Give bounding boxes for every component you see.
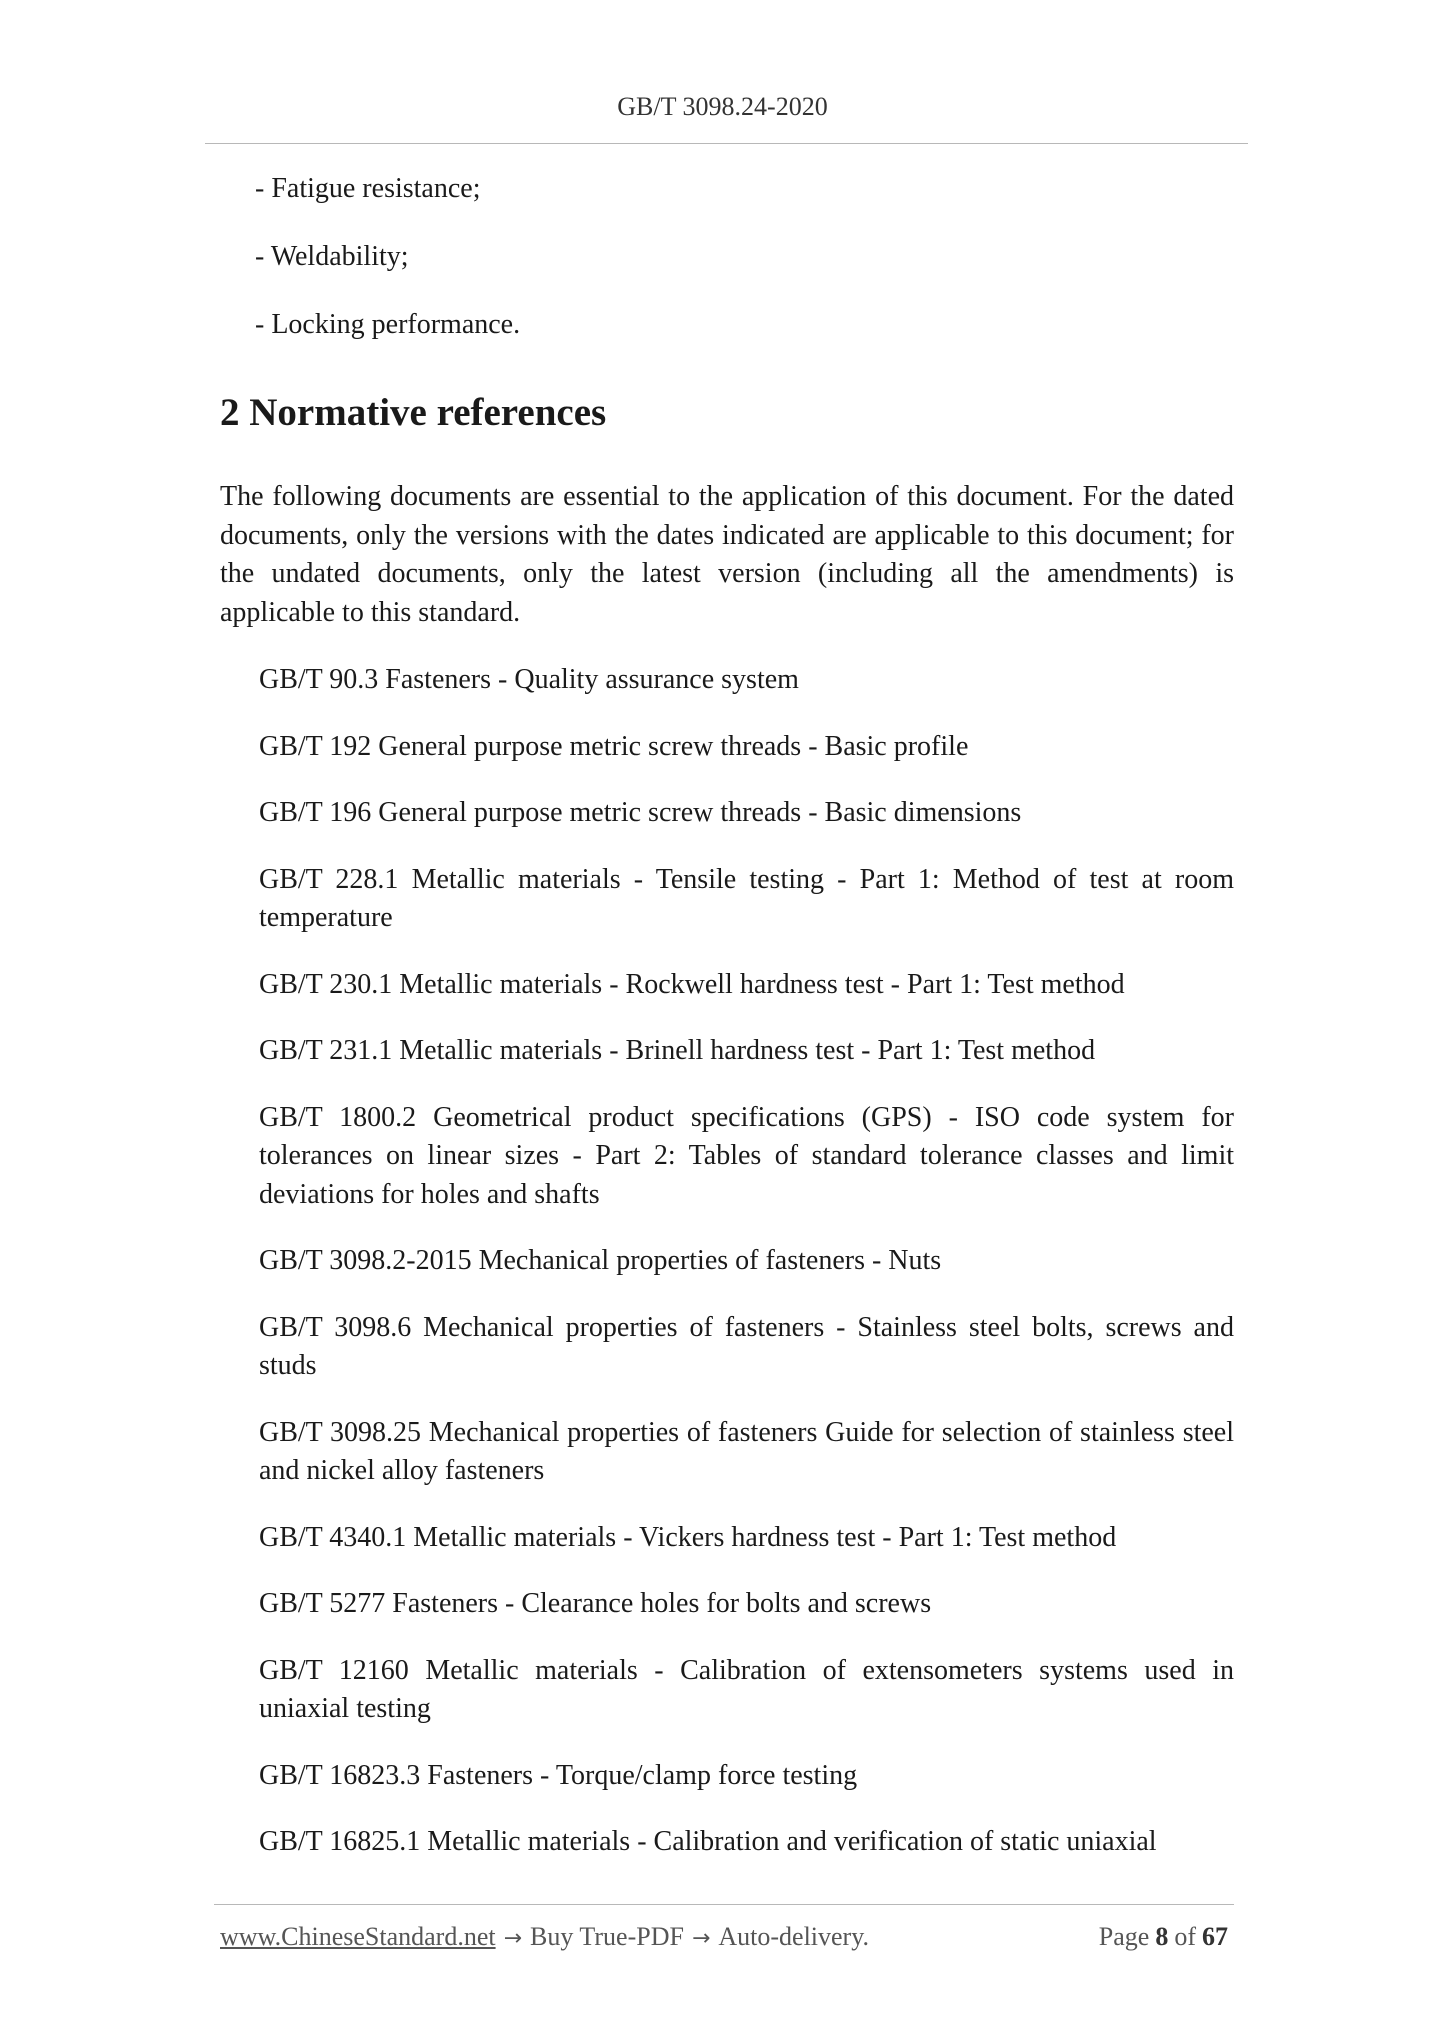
arrow-right-icon: → <box>691 1926 711 1951</box>
section-intro-paragraph: The following documents are essential to the application of this document. For the dated documents, only the versions with the dates indicated are applicable to this document; for the undated documents, only the latest version (including all the amendments) is applicable to this standard. <box>220 481 1234 628</box>
site-link[interactable]: www.ChineseStandard.net <box>220 1922 496 1951</box>
reference-item: GB/T 231.1 Metallic materials - Brinell hardness test - Part 1: Test method <box>259 1035 1096 1066</box>
reference-item: GB/T 16825.1 Metallic materials - Calibration and verification of static uniaxial <box>259 1826 1157 1857</box>
of-label: of <box>1174 1922 1196 1951</box>
list-item: - Fatigue resistance; <box>255 173 481 204</box>
auto-delivery-text: Auto-delivery. <box>718 1922 870 1951</box>
reference-item: GB/T 1800.2 Geometrical product specifications (GPS) - ISO code system for tolerances on linear sizes - Part 2: Tables of standard tolerance classes and limit deviations for holes and shafts <box>259 1101 1234 1210</box>
reference-item: GB/T 3098.2-2015 Mechanical properties of fasteners - Nuts <box>259 1245 942 1276</box>
reference-item: GB/T 230.1 Metallic materials - Rockwell hardness test - Part 1: Test method <box>259 968 1125 1000</box>
page-current: 8 <box>1155 1922 1169 1951</box>
reference-item: GB/T 90.3 Fasteners - Quality assurance system <box>259 664 799 695</box>
section-heading: 2 Normative references <box>220 391 607 434</box>
list-item: - Weldability; <box>255 241 409 272</box>
list-item: - Locking performance. <box>255 309 521 340</box>
page-label: Page <box>1098 1922 1150 1951</box>
reference-item: GB/T 192 General purpose metric screw threads - Basic profile <box>259 730 969 762</box>
reference-item: GB/T 4340.1 Metallic materials - Vickers hardness test - Part 1: Test method <box>259 1521 1117 1553</box>
reference-item: GB/T 3098.6 Mechanical properties of fasteners - Stainless steel bolts, screws and studs <box>259 1311 1234 1381</box>
running-header: GB/T 3098.24-2020 <box>617 92 828 121</box>
reference-item: GB/T 5277 Fasteners - Clearance holes for bolts and screws <box>259 1588 932 1619</box>
footer-divider <box>214 1904 1234 1905</box>
reference-item: GB/T 228.1 Metallic materials - Tensile testing - Part 1: Method of test at room temperature <box>259 863 1234 933</box>
page-body <box>220 172 1234 1890</box>
page-indicator <box>1099 1920 1234 1954</box>
buy-pdf-text: Buy True-PDF <box>530 1922 684 1951</box>
page-total: 67 <box>1202 1922 1228 1951</box>
header-divider <box>205 143 1248 144</box>
reference-item: GB/T 12160 Metallic materials - Calibration of extensometers systems used in uniaxial testing <box>259 1654 1234 1724</box>
reference-item: GB/T 3098.25 Mechanical properties of fasteners Guide for selection of stainless steel and nickel alloy fasteners <box>259 1416 1234 1486</box>
reference-item: GB/T 16823.3 Fasteners - Torque/clamp force testing <box>259 1759 858 1791</box>
reference-item: GB/T 196 General purpose metric screw threads - Basic dimensions <box>259 797 1022 828</box>
arrow-right-icon: → <box>503 1926 523 1951</box>
footer-promo <box>220 1920 869 1956</box>
